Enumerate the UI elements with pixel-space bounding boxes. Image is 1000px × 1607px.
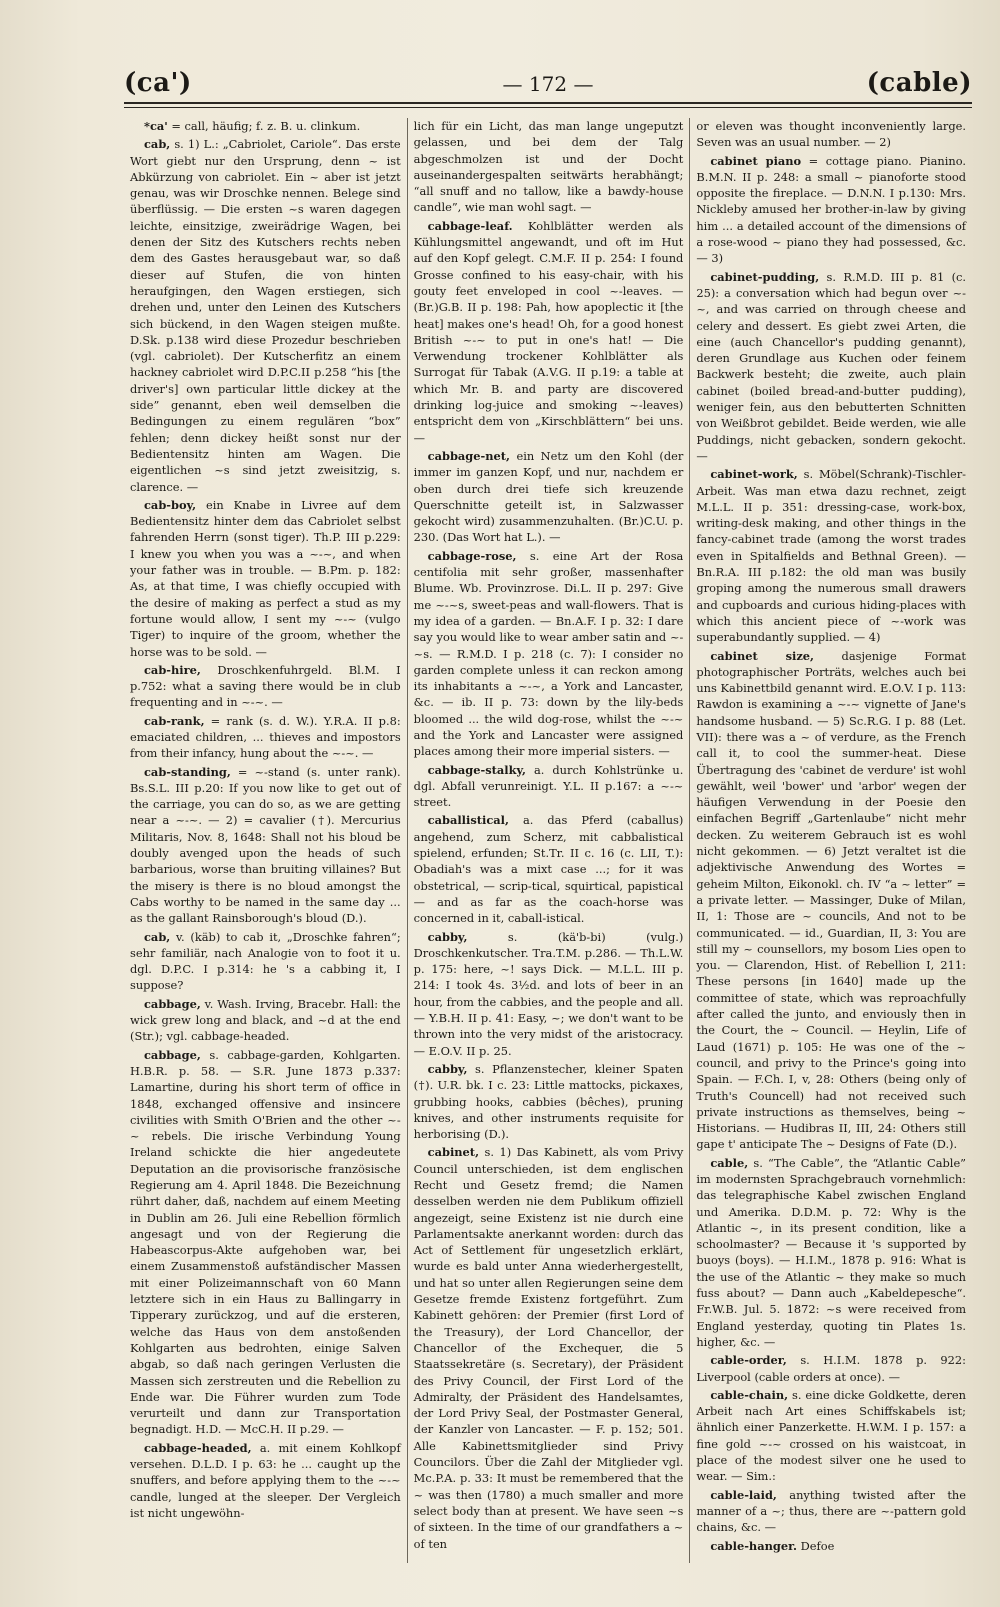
entry-text: s. “The Cable”, the “Atlantic Cable” im modernsten Sprachgebrauch vornehmlich: das telegraphische Kabel zwischen England und Amerika. D.D.M. p. 72: Why is the Atlantic ~, in its present condition, like a schoolmaster? — Because it 's supported by buoys (boys). — H.I.M., 1878 p. 916: What is the use of the Atlantic ~ they make so much fuss about? — Dann auch „Kabeldepesche“. Fr.W.B. Jul. 5. 1872: ~s were received from England yesterday, quoting tin Plates 1s. higher, &c. — — [696, 1155, 967, 1349]
dictionary-entry — [130, 136, 401, 495]
page-header — [124, 58, 972, 104]
entry-text: anything twisted after the manner of a ~; thus, there are ~-pattern gold chains, &c. — — [696, 1487, 967, 1535]
entry-text: ein Netz um den Kohl (der immer im ganzen Kopf, und nur, nachdem er oben durch drei tiefe sich kreuzende Querschnitte geteilt ist, in Salzwasser gekocht wird) zusammenzuhalten. (Br.)C.U. p. 230. (Das Wort hat L.). — — [413, 448, 684, 545]
entry-headword: cabbage, — [144, 996, 201, 1011]
dictionary-entry — [414, 218, 684, 446]
dictionary-entry — [414, 1061, 684, 1142]
entry-headword: *ca' — [144, 119, 168, 133]
dictionary-entry — [130, 929, 401, 994]
page-number: — 172 — — [502, 72, 594, 96]
dictionary-entry — [696, 1538, 966, 1554]
entry-text: s. H.I.M. 1878 p. 922: Liverpool (cable orders at once). — — [696, 1353, 967, 1384]
dictionary-entry — [696, 1387, 966, 1485]
entry-text: s. (kä'b-bi) (vulg.) Droschkenkutscher. Tra.T.M. p.286. — Th.L.W. p. 175: here, ~! says Dick. — M.L.L. III p. 214: I took 4s. 3½d. and lots of beer in an hour, from the cabbies, and the people and all. — Y.B.H. II p. 41: Easy, ~; we don't want to be thrown into the very midst of the aristocracy. — E.O.V. II p. 25. — [413, 929, 684, 1058]
right-running-headword: (cable) — [866, 68, 972, 98]
entry-text: or eleven was thought inconveniently large. Seven was an usual number. — 2) — [696, 119, 967, 150]
entry-headword: caballistical, — [427, 813, 509, 828]
entry-text: s. Pflanzenstecher, kleiner Spaten (†). U.R. bk. I c. 23: Little mattocks, pickaxes, grubbing hooks, cabbies (bêches), pruning knives, and other instruments requisite for herborising (D.). — [413, 1061, 684, 1142]
dictionary-entry — [696, 1155, 966, 1351]
dictionary-entry — [414, 762, 684, 811]
entry-text: s. 1) L.: „Cabriolet, Cariole“. Das erste Wort giebt nur den Ursprung, denn ~ ist Abkürzung von cabriolet. Ein ~ aber ist jetzt genau, was wir Droschke nennen. Belege sind überflüssig. — Die ersten ~s waren dagegen leichte, einsitzige, zweirädrige Wagen, bei denen der Sitz des Kutschers rechts neben dem des Gastes herausgebaut war, so daß dieser auf Stufen, die von hinten heraufgingen, den Wagen erstiegen, sich drehen und, unter den Leinen des Kutschers sich bückend, in den Wagen steigen mußte. D.Sk. p.138 wird diese Prozedur beschrieben (vgl. cabriolet). Der Kutscherfitz an einem hackney cabriolet wird D.P.C.II p.258 “his [the driver's] own particular little dickey at the side” genannt, eben weil demselben die Bedingungen zu einem regulären “box” fehlen; denn dickey heißt sonst nur der Bedientensitz hinten am Wagen. Die eigentlichen ~s sind jetzt zweisitzig, s. clarence. — — [130, 137, 401, 494]
entry-headword: cable-laid, — [710, 1487, 777, 1502]
entry-text: a. durch Kohlstrünke u. dgl. Abfall verunreinigt. Y.L. II p.167: a ~-~ street. — [413, 762, 684, 810]
column-right — [689, 118, 972, 1563]
entry-headword: cabinet-work, — [710, 467, 798, 482]
dictionary-entry — [414, 812, 684, 926]
dictionary-entry — [696, 648, 966, 1153]
entry-text: a. mit einem Kohlkopf versehen. D.L.D. I p. 63: he ... caught up the snuffers, and before applying them to the ~-~ candle, lunged at the sleeper. Der Vergleich ist nicht ungewöhn- — [130, 1440, 401, 1520]
dictionary-entry — [414, 118, 684, 216]
entry-headword: cable-order, — [710, 1353, 787, 1368]
entry-text: s. Möbel(Schrank)-Tischler-Arbeit. Was man etwa dazu rechnet, zeigt M.L.L. II p. 351: dressing-case, work-box, writing-desk making, and other things in the fancy-cabinet trade (among the worst trades even in Spitalfields and Bethnal Green). — Bn.R.A. III p.182: the old man was busily groping among the numerous small drawers and cupboards and curious hiding-places with which this ancient piece of ~-work was superabundantly supplied. — 4) — [696, 467, 967, 645]
dictionary-entry — [130, 996, 401, 1045]
entry-headword: cabinet piano — [710, 153, 802, 168]
entry-headword: cabinet-pudding, — [710, 269, 820, 284]
dictionary-entry — [696, 1352, 966, 1385]
entry-headword: cab, — [144, 137, 171, 152]
entry-text: lich für ein Licht, das man lange ungeputzt gelassen, und bei dem der Talg abgeschmolzen ist und der Docht auseinandergespalten seitwärts herabhängt; “all snuff and no tallow, like a bawdy-house candle”, wie man wohl sagt. — — [413, 119, 684, 215]
entry-text: = call, häufig; f. z. B. u. clinkum. — [167, 119, 361, 133]
entry-text: Droschkenfuhrgeld. Bl.M. I p.752: what a saving there would be in club frequenting and in ~-~. — — [130, 662, 401, 710]
column-left — [124, 118, 407, 1563]
entry-headword: cable-chain, — [710, 1387, 789, 1402]
entry-text: a. das Pferd (caballus) angehend, zum Scherz, mit cabbalistical spielend, erfunden; St.Tr. II c. 16 (c. LII, T.): Obadiah's was a mixt case ...; for it was obstetrical, — scrip-tical, squirtical, papistical — and as far as the coach-horse was concerned in it, caball-istical. — [413, 813, 684, 926]
entry-text: = cottage piano. Pianino. B.M.N. II p. 248: a small ~ pianoforte stood opposite the fireplace. — D.N.N. I p.130: Mrs. Nickleby amused her brother-in-law by giving him ... a detailed account of the dimensions of a rose-wood ~ piano they had possessed, &c. — 3) — [696, 153, 967, 266]
entry-headword: cab-boy, — [144, 497, 197, 512]
text-columns — [124, 118, 972, 1563]
dictionary-entry — [130, 1047, 401, 1438]
entry-headword: cabbage, — [144, 1047, 201, 1062]
dictionary-entry — [130, 662, 401, 711]
entry-headword: cable, — [710, 1155, 749, 1170]
entry-headword: cabinet, — [427, 1145, 480, 1160]
entry-text: = rank (s. d. W.). Y.R.A. II p.8: emaciated children, ... thieves and impostors from their infancy, hung about the ~-~. — — [130, 713, 401, 761]
entry-headword: cab-rank, — [144, 713, 205, 728]
dictionary-entry — [696, 466, 966, 645]
entry-headword: cabbage-headed, — [144, 1440, 252, 1455]
dictionary-entry — [696, 269, 966, 465]
dictionary-entry — [130, 118, 401, 134]
entry-headword: cable-hanger. — [710, 1538, 798, 1553]
entry-headword: cabbage-leaf. — [427, 218, 513, 233]
entry-headword: cabby, — [427, 929, 468, 944]
entry-text: Defoe — [797, 1538, 835, 1553]
entry-headword: cabby, — [427, 1061, 468, 1076]
entry-text: v. Wash. Irving, Bracebr. Hall: the wick grew long and black, and ~d at the end (Str.); vgl. cabbage-headed. — [130, 996, 401, 1044]
dictionary-entry — [414, 448, 684, 546]
dictionary-entry — [414, 548, 684, 760]
entry-text: s. eine dicke Goldkette, deren Arbeit nach Art eines Schiffskabels ist; ähnlich einer Panzerkette. H.W.M. I p. 157: a fine gold ~-~ crossed on his waistcoat, in place of the modest silver one he used to wear. — Sim.: — [696, 1387, 967, 1484]
entry-text: s. 1) Das Kabinett, als vom Privy Council unterschieden, ist dem englischen Recht und Gesetz fremd; die Namen desselben werden nie dem Publikum offiziell angezeigt, seine Existenz ist nie durch eine Parlamentsakte anerkannt worden: durch das Act of Settlement für ungesetzlich erklärt, wurde es bald unter Anna wiederhergestellt, und hat so unter allen Regierungen seine dem Gesetze fremde Existenz fortgeführt. Zum Kabinett gehören: der Premier (first Lord of the Treasury), der Lord Chancellor, der Chancellor of the Exchequer, die 5 Staatssekretäre (s. Secretary), der Präsident des Privy Council, der First Lord of the Admiralty, der Präsident des Handelsamtes, der Lord Privy Seal, der Postmaster General, der Kanzler von Lancaster. — F. p. 152; 501. Alle Kabinettsmitglieder sind Privy Councilors. Über die Zahl der Mitglieder vgl. Mc.P.A. p. 33: It must be remembered that the ~ was then (1780) a much smaller and more select body than at present. We have seen ~s of sixteen. In the time of our grandfathers a ~ of ten — [413, 1145, 684, 1551]
entry-text: s. eine Art der Rosa centifolia mit sehr großer, massenhafter Blume. Wb. Provinzrose. Di.L. II p. 297: Give me ~-~s, sweet-peas and wall-flowers. That is my idea of a garden. — Bn.A.F. I p. 32: I dare say you would like to wear amber satin and ~-~s. — R.M.D. I p. 218 (c. 7): I consider no garden complete unless it can reckon among its inhabitants a ~-~, a York and Lancaster, &c. — ib. II p. 73: down by the lily-beds bloomed ... the wild dog-rose, whilst the ~-~ and the York and Lancaster were assigned places among their more imperial sisters. — — [413, 548, 684, 759]
entry-headword: cabbage-rose, — [427, 548, 517, 563]
dictionary-entry — [130, 713, 401, 762]
entry-text: = ~-stand (s. unter rank). Bs.S.L. III p.20: If you now like to get out of the carriage, you can do so, as we are getting near a ~-~. — 2) = cavalier (†). Mercurius Militaris, Nov. 8, 1648: Shall not his bloud be doubly avenged upon the heads of such barbarious, worse than bruiting villaines? But the misery is there is no bloud amongst the Cabs worthy to be named in the same day ... as the gallant Rainsborough's bloud (D.). — [130, 764, 401, 926]
entry-headword: cab-hire, — [144, 662, 201, 677]
entry-headword: cabinet size, — [710, 648, 815, 663]
entry-headword: cabbage-stalky, — [427, 762, 527, 777]
dictionary-entry — [696, 118, 966, 151]
dictionary-entry — [130, 1440, 401, 1521]
entry-headword: cabbage-net, — [427, 448, 510, 463]
entry-headword: cab, — [144, 929, 171, 944]
dictionary-entry — [130, 497, 401, 660]
entry-headword: cab-standing, — [144, 764, 231, 779]
dictionary-entry — [696, 1487, 966, 1536]
entry-text: s. R.M.D. III p. 81 (c. 25): a conversation which had begun over ~-~, and was carried on through cheese and celery and dessert. Es giebt zwei Arten, die eine (auch Chancellor's pudding genannt), deren Grundlage aus Kuchen oder feinem Backwerk besteht; die zweite, auch plain cabinet (boiled bread-and-butter pudding), weniger fein, aus den bebutterten Schnitten von Weißbrot gebildet. Beide werden, wie alle Puddings, nicht gebacken, sondern gekocht. — — [696, 269, 967, 463]
entry-text: dasjenige Format photographischer Porträts, welches auch bei uns Kabinettbild genannt wird. E.O.V. I p. 113: Rawdon is examining a ~-~ vignette of Jane's handsome husband. — 5) Sc.R.G. I p. 88 (Let. VII): there was a ~ of verdure, as the French call it, to cool the summer-heat. Diese Übertragung des 'cabinet de verdure' ist wohl gewählt, weil 'bower' und 'arbor' wegen der häufigen Verwendung in der Poesie den einfachen Begriff „Gartenlaube“ nicht mehr decken. Zu weiterem Gebrauch ist es wohl nicht gekommen. — 6) Jetzt veraltet ist die adjektivische Anwendung des Wortes = geheim Milton, Eikonokl. ch. IV “a ~ letter” = a private letter. — Massinger, Duke of Milan, II, 1: Those are ~ councils, And not to be communicated. — id., Guardian, II, 3: You are still my ~ counsellors, my bosom Lies open to you. — Clarendon, Hist. of Rebellion I, 211: These persons [in 1640] made up the committee of state, which was reproachfully after called the junto, and enviously then in the Court, the ~ Council. — Heylin, Life of Laud (1671) p. 105: He was one of the ~ council, and privy to the Prince's going into Spain. — F.Ch. I, v, 28: Others (being only of Truth's Councell) had not received such private instructions as themselves, being ~ Historians. — Hudibras II, III, 24: Others still gape t' anticipate The ~ Designs of Fate (D.). — [696, 648, 967, 1152]
entry-text: ein Knabe in Livree auf dem Bedientensitz hinter dem das Cabriolet selbst fahrenden Herrn (sonst tiger). Th.P. III p.229: I knew you when you was a ~-~, and when your father was in trouble. — B.Pm. p. 182: As, at that time, I was chiefly occupied with the desire of making as perfect a stud as my fortune would allow, I sent my ~-~ (vulgo Tiger) to inquire of the groom, whether the horse was to be sold. — — [130, 497, 401, 659]
dictionary-entry — [696, 153, 966, 267]
column-middle — [407, 118, 690, 1563]
entry-text: Kohlblätter werden als Kühlungsmittel angewandt, und oft im Hut auf den Kopf gelegt. C.M.F. II p. 254: I found Grosse confined to his easy-chair, with his gouty feet enveloped in cool ~-leaves. — (Br.)G.B. II p. 198: Pah, how apoplectic it [the heat] makes one's head! Oh, for a good honest British ~-~ to put in one's hat! — Die Verwendung trockener Kohlblätter als Surrogat für Tabak (A.V.G. II p.19: a table at which Mr. B. and party are discovered drinking log-juice and smoking ~-leaves) entspricht dem von „Kirschblättern“ bei uns. — — [413, 218, 684, 445]
entry-text: s. cabbage-garden, Kohlgarten. H.B.R. p. 58. — S.R. June 1873 p.337: Lamartine, during his short term of office in 1848, exchanged offensive and insincere civilities with Smith O'Brien and the other ~-~ rebels. Die irische Verbindung Young Ireland schickte die hier angedeutete Deputation an die provisorische französische Regierung am 4. April 1848. Die Bezeichnung rührt daher, daß, nachdem auf einem Meeting in Dublin am 26. Juli eine Rebellion förmlich angesagt und von der Regierung die Habeascorpus-Akte aufgehoben war, bei einem Zusammenstoß aufständischer Massen mit einer Polizeimannschaft von 60 Mann letztere sich in ein Haus zu Ballingarry in Tipperary zurückzog, und auf die ersteren, welche das Haus von dem anstoßenden Kohlgarten aus bedrohten, einige Salven abgab, so daß nach geringen Verlusten die Massen sich zerstreuten und die Rebellion zu Ende war. Die Führer wurden zum Tode verurteilt und dann zur Transportation begnadigt. H.D. — McC.H. II p.29. — — [130, 1047, 401, 1437]
dictionary-entry — [414, 929, 684, 1059]
left-running-headword: (ca') — [124, 68, 192, 98]
entry-text: v. (käb) to cab it, „Droschke fahren“; sehr familiär, nach Analogie von to foot it u. dgl. D.P.C. I p.314: he 's a cabbing it, I suppose? — [130, 929, 401, 993]
dictionary-entry — [130, 764, 401, 927]
dictionary-entry — [414, 1144, 684, 1551]
